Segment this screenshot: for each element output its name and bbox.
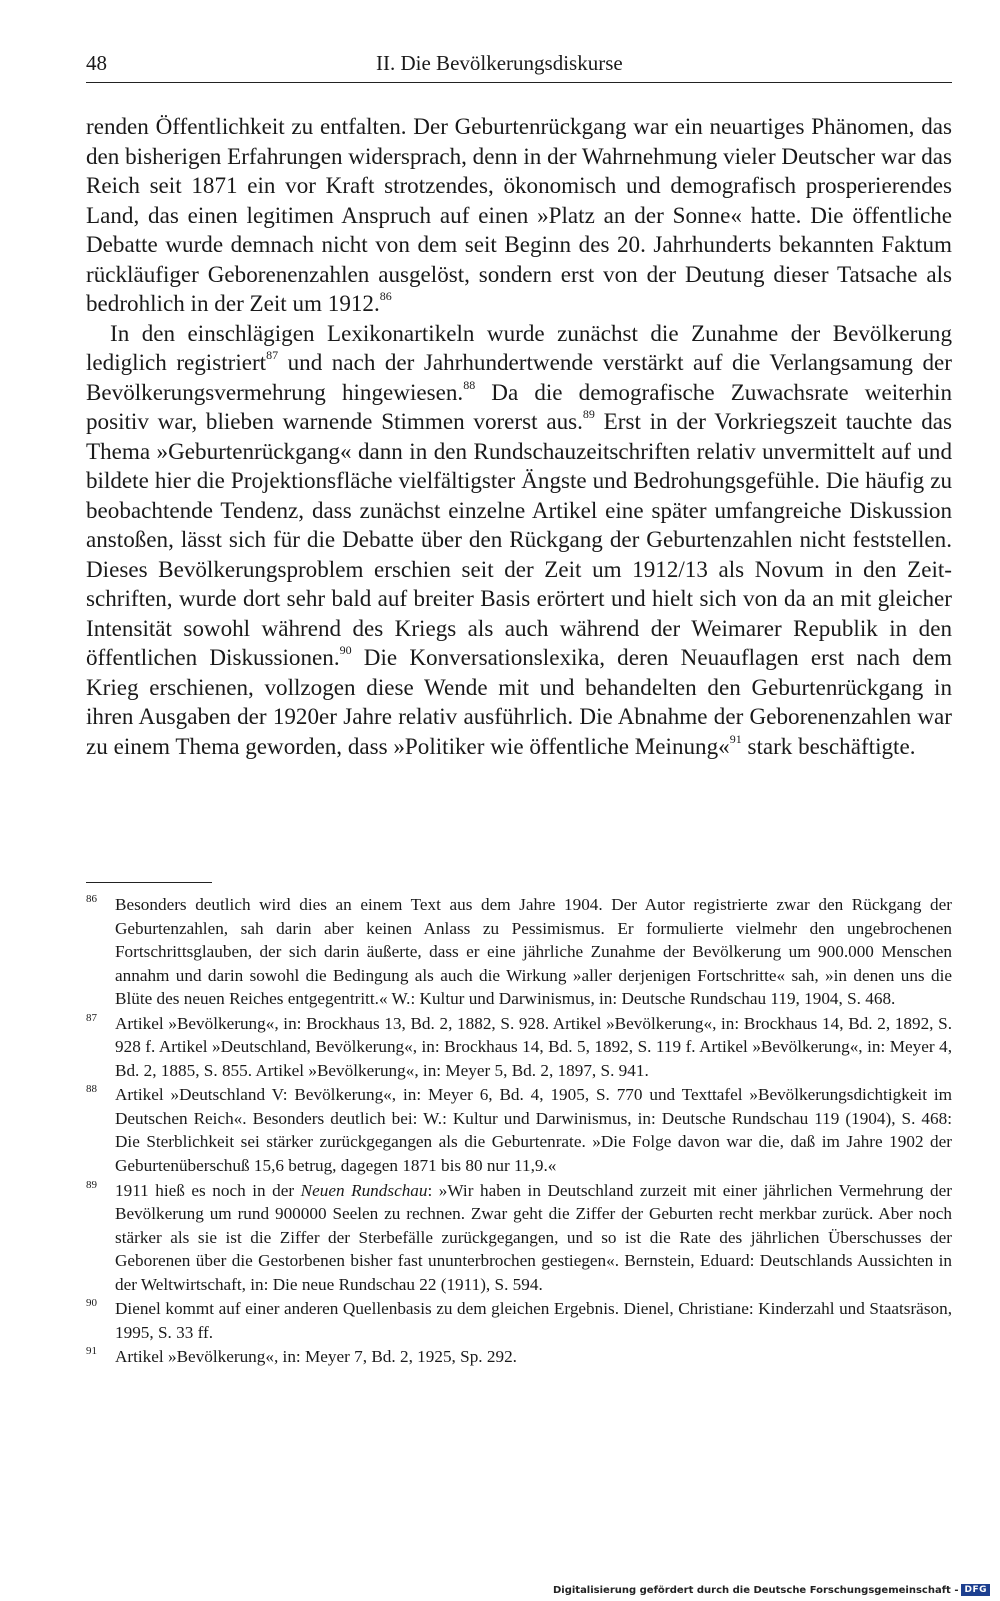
footnote-number: 86 [86,893,97,905]
credit-text: Digitalisierung gefördert durch die Deutsche Forschungsgemeinschaft - [552,1584,959,1596]
footnote-text: Besonders deutlich wird dies an einem Text aus dem Jahre 1904. Der Autor registrierte zwar den Rückgang der Geburtenzahlen, sah darin aber keinen Anlass zu Pessimismus. Er formulierte vielmehr den ungebrochenen Fortschrittsglauben, der sich darin äußerte, dass er eine jährliche Zunahme der Bevölkerung um 900.000 Menschen annahm und darin sowohl die Bedingung als auch die Wirkung »aller derjenigen Fortschritte« sah, »in denen uns die Blüte des neuen Reiches entgegentritt.« W.: Kultur und Darwinismus, in: Deutsche Rundschau 119, 1904, S. 468. [115,895,952,1009]
footnote-ref-90[interactable]: 90 [339,643,352,658]
footnote-86 [86,893,952,1011]
footnote-ref-87[interactable]: 87 [266,348,279,363]
footnote-89 [86,1179,952,1297]
footnote-text: Artikel »Bevölkerung«, in: Meyer 7, Bd. 2, 1925, Sp. 292. [115,1347,517,1367]
footnote-ref-91[interactable]: 91 [729,731,742,746]
dfg-logo-icon: DFG [961,1584,990,1596]
footnote-ref-89[interactable]: 89 [582,407,595,422]
footnote-ref-88[interactable]: 88 [463,377,476,392]
footnotes [86,893,952,1370]
footnote-number: 88 [86,1083,97,1096]
paragraph-1: renden Öffentlichkeit zu entfalten. Der Geburtenrückgang war ein neuartiges Phänomen, das den bisherigen Erfahrungen widersprach, denn in der Wahrnehmung vieler Deutscher war das Reich seit 1871 ein vor Kraft strotzendes, ökonomisch und demografisch prosperierendes Land, das einen legitimen Anspruch auf einen »Platz an der Sonne« hatte. Die öffentliche Debatte wurde demnach nicht von dem seit Beginn des 20. Jahrhunderts bekannten Faktum rückläufiger Geborenenzahlen ausgelöst, sondern erst von der Deutung dieser Tatsache als bedrohlich in der Zeit um 1912.86 [86,113,952,316]
footnote-number: 87 [86,1011,97,1024]
footnote-88 [86,1083,952,1177]
section-title: II. Die Bevölkerungsdiskurse [376,51,623,75]
page-number: 48 [86,51,107,75]
footnote-87 [86,1012,952,1083]
paragraph-2: In den einschlägigen Lexikonartikeln wurde zunächst die Zunahme der Bevölkerung lediglich registriert$^{87}$ und nach der Jahrhundertwende verstärkt auf die Verlangsamung der Bevölkerungsvermehrung hingewiesen.$^{88}$ Da die demografische Zuwachsrate weiterhin positiv war, blieben warnende Stimmen vorerst aus.$^{89}$ Erst in der Vorkriegszeit tauchte das Thema »Geburtenrückgang« dann in den Rundschauzeitschriften relativ unvermittelt auf und bildete hier die Projektionsfläche vielfältigster Ängste und Bedrohungsgefühle. Die häufig zu beobachtende Tendenz, dass zunächst einzelne Artikel eine später umfangreiche Diskussion anstoßen, lässt sich für die Debatte über den Rückgang der Geburtenzahlen nicht feststellen. Dieses Bevölkerungsproblem erschien seit der Zeit um 1912/13 als Novum in den Zeitschriften, wurde dort sehr bald auf breiter Basis erörtert und hielt sich von da an mit gleicher Intensität sowohl während des Kriegs als auch während der Weimarer Republik in den öffentlichen Diskussionen.$^{90}$ Die Konversationslexika, deren Neuauflagen erst nach dem Krieg erschienen, vollzogen diese Wende mit und behandelten den Geburtenrückgang in ihren Ausgaben der 1920er Jahre relativ ausführlich. Die Abnahme der Geborenenzahlen war zu einem Thema geworden, dass »Politiker wie öffentliche Meinung«$^{91}$ stark beschäftigte. [86,319,952,759]
footnote-text: Dienel kommt auf einer anderen Quellenbasis zu dem gleichen Ergebnis. Dienel, Christiane: Kinderzahl und Staatsräson, 1995, S. 33 ff. [115,1299,952,1342]
footnote-text: Artikel »Bevölkerung«, in: Brockhaus 13, Bd. 2, 1882, S. 928. Artikel »Bevölkerung«, in: Brockhaus 14, Bd. 2, 1892, S. 928 f. Artikel »Deutschland, Bevölkerung«, in: Brockhaus 14, Bd. 5, 1892, S. 119 f. Artikel »Bevölkerung«, in: Meyer 4, Bd. 2, 1885, S. 855. Artikel »Bevölkerung«, in: Meyer 5, Bd. 2, 1897, S. 941. [115,1013,952,1080]
footnote-90 [86,1297,952,1344]
running-head [86,48,952,83]
footnote-text: 1911 hieß es noch in der Neuen Rundschau: »Wir haben in Deutschland zurzeit mit einer jährlichen Vermehrung der Bevölkerung um rund 900000 Seelen zu rechnen. Zwar geht die Ziffer der Geburten recht merkbar zurück. Aber noch stärker als sie ist die Ziffer der Sterbefälle zurückgegangen, und so ist die Rate des jährlichen Überschusses der Geborenen über die Gestorbenen bisher fast ununterbrochen gestiegen«. Bernstein, Eduard: Deutschlands Aussichten in der Weltwirtschaft, in: Die neue Rundschau 22 (1911), S. 594. [115,1180,952,1294]
body-text [86,112,952,761]
footnote-number: 91 [86,1345,97,1358]
footnote-text: Artikel »Deutschland V: Bevölkerung«, in: Meyer 6, Bd. 4, 1905, S. 770 und Texttafel »Bevölkerungsdichtigkeit im Deutschen Reich«. Besonders deutlich bei: W.: Kultur und Darwinismus, in: Deutsche Rundschau 119 (1904), S. 468: Die Sterblichkeit sei stärker zurückgegangen als die Geburtenrate. »Die Folge davon war die, daß im Jahre 1902 der Geburtenüberschuß 15,6 betrug, dagegen 1871 bis 80 nur 11,9.« [115,1085,952,1176]
footnote-number: 89 [86,1178,97,1191]
footnote-ref-86[interactable]: 86 [379,289,392,304]
journal-title: Neuen Rundschau [300,1180,428,1200]
footnote-number: 90 [86,1297,97,1310]
footnote-91 [86,1345,952,1369]
digitization-credit [553,1584,990,1596]
footnote-divider [86,882,212,883]
